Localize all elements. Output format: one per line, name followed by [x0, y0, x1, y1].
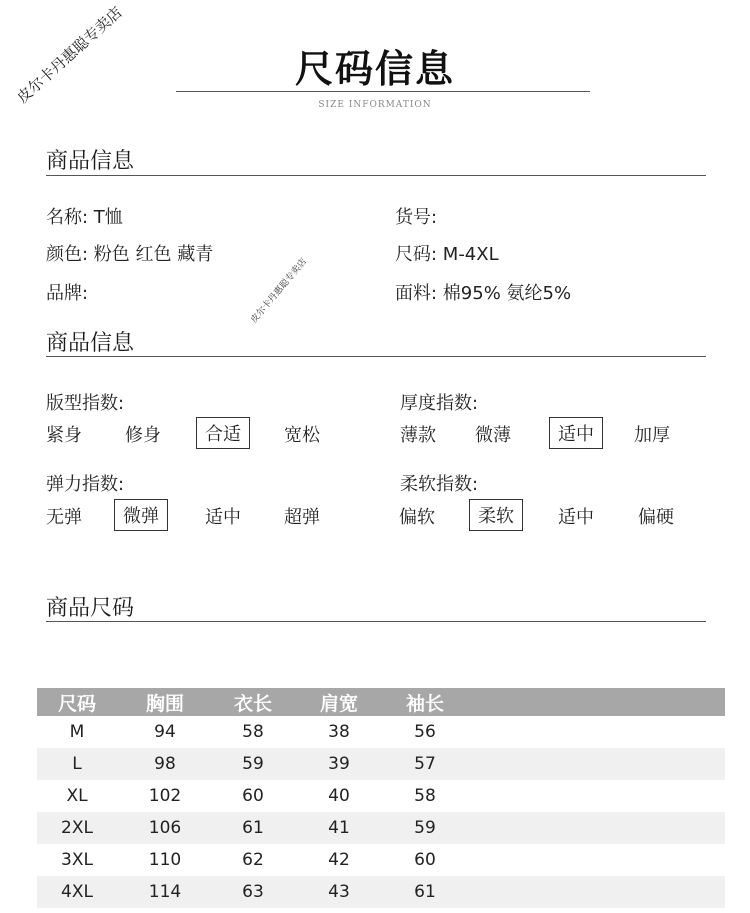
product-info-heading: 商品信息 [46, 149, 135, 174]
elasticity-index-label: 弹力指数: [46, 474, 125, 495]
cell-size: 4XL [61, 882, 93, 902]
thickness-option-medium-selected: 适中 [549, 417, 603, 449]
col-header-length: 衣长 [233, 692, 272, 715]
col-header-size: 尺码 [57, 692, 96, 715]
cell-shoulder: 40 [328, 786, 350, 806]
cell-sleeve: 58 [414, 786, 436, 806]
page-title: 尺码信息 [294, 47, 455, 91]
cell-chest: 94 [154, 722, 176, 742]
softness-option-soft-selected: 柔软 [469, 499, 523, 531]
cell-chest: 102 [148, 786, 182, 806]
table-row [37, 844, 725, 876]
thickness-index-label: 厚度指数: [400, 393, 479, 414]
cell-length: 61 [242, 818, 264, 838]
size-table-divider [46, 621, 706, 622]
cell-size: 2XL [61, 818, 93, 838]
cell-sleeve: 61 [414, 882, 436, 902]
cell-size: 3XL [61, 850, 93, 870]
fit-index-label: 版型指数: [46, 393, 125, 414]
cell-length: 58 [242, 722, 264, 742]
softness-index-label: 柔软指数: [400, 474, 479, 495]
fit-option-slim: 修身 [125, 425, 161, 446]
store-watermark-small: 皮尔卡丹惠聪专卖店 [249, 256, 310, 326]
table-row [37, 780, 725, 812]
cell-chest: 114 [148, 882, 182, 902]
table-row [37, 716, 725, 748]
product-color: 颜色: 粉色 红色 藏青 [46, 244, 214, 265]
title-divider [176, 91, 590, 92]
cell-shoulder: 43 [328, 882, 350, 902]
cell-length: 60 [242, 786, 264, 806]
product-brand: 品牌: [46, 283, 89, 304]
elasticity-option-super: 超弹 [284, 507, 320, 528]
fit-option-loose: 宽松 [284, 425, 320, 446]
col-header-sleeve: 袖长 [405, 692, 444, 715]
product-fabric: 面料: 棉95% 氨纶5% [395, 283, 572, 304]
cell-size: L [72, 754, 82, 774]
cell-shoulder: 42 [328, 850, 350, 870]
size-table-heading: 商品尺码 [46, 596, 135, 621]
cell-chest: 98 [154, 754, 176, 774]
col-header-shoulder: 肩宽 [319, 692, 358, 715]
store-watermark: 皮尔卡丹惠聪专卖店 [13, 3, 126, 107]
cell-sleeve: 57 [414, 754, 436, 774]
cell-size: XL [66, 786, 88, 806]
col-header-chest: 胸围 [145, 692, 184, 715]
size-table [37, 688, 725, 908]
cell-length: 63 [242, 882, 264, 902]
cell-sleeve: 59 [414, 818, 436, 838]
table-row [37, 876, 725, 908]
elasticity-option-medium: 适中 [205, 507, 241, 528]
thickness-option-thin: 薄款 [400, 425, 436, 446]
cell-shoulder: 39 [328, 754, 350, 774]
product-item-no: 货号: [395, 207, 438, 228]
cell-length: 59 [242, 754, 264, 774]
size-table-header-row [37, 688, 725, 716]
fit-option-regular-selected: 合适 [196, 417, 250, 449]
table-row [37, 748, 725, 780]
softness-option-stiff: 偏硬 [638, 507, 674, 528]
cell-chest: 106 [148, 818, 182, 838]
cell-sleeve: 60 [414, 850, 436, 870]
softness-option-medium: 适中 [558, 507, 594, 528]
thickness-option-slightly-thin: 微薄 [475, 425, 511, 446]
product-size-range: 尺码: M-4XL [395, 244, 499, 265]
cell-chest: 110 [148, 850, 182, 870]
table-row [37, 812, 725, 844]
thickness-option-thick: 加厚 [634, 425, 670, 446]
elasticity-option-none: 无弹 [46, 507, 82, 528]
cell-size: M [69, 722, 85, 742]
product-info-divider [46, 175, 706, 176]
page-subtitle: SIZE INFORMATION [318, 100, 432, 110]
cell-length: 62 [242, 850, 264, 870]
index-divider [46, 356, 706, 357]
elasticity-option-slight-selected: 微弹 [114, 499, 168, 531]
product-name: 名称: T恤 [46, 207, 123, 228]
cell-shoulder: 41 [328, 818, 350, 838]
cell-sleeve: 56 [414, 722, 436, 742]
fit-option-tight: 紧身 [46, 425, 82, 446]
softness-option-slightly-soft: 偏软 [399, 507, 435, 528]
index-heading: 商品信息 [46, 331, 135, 356]
cell-shoulder: 38 [328, 722, 350, 742]
